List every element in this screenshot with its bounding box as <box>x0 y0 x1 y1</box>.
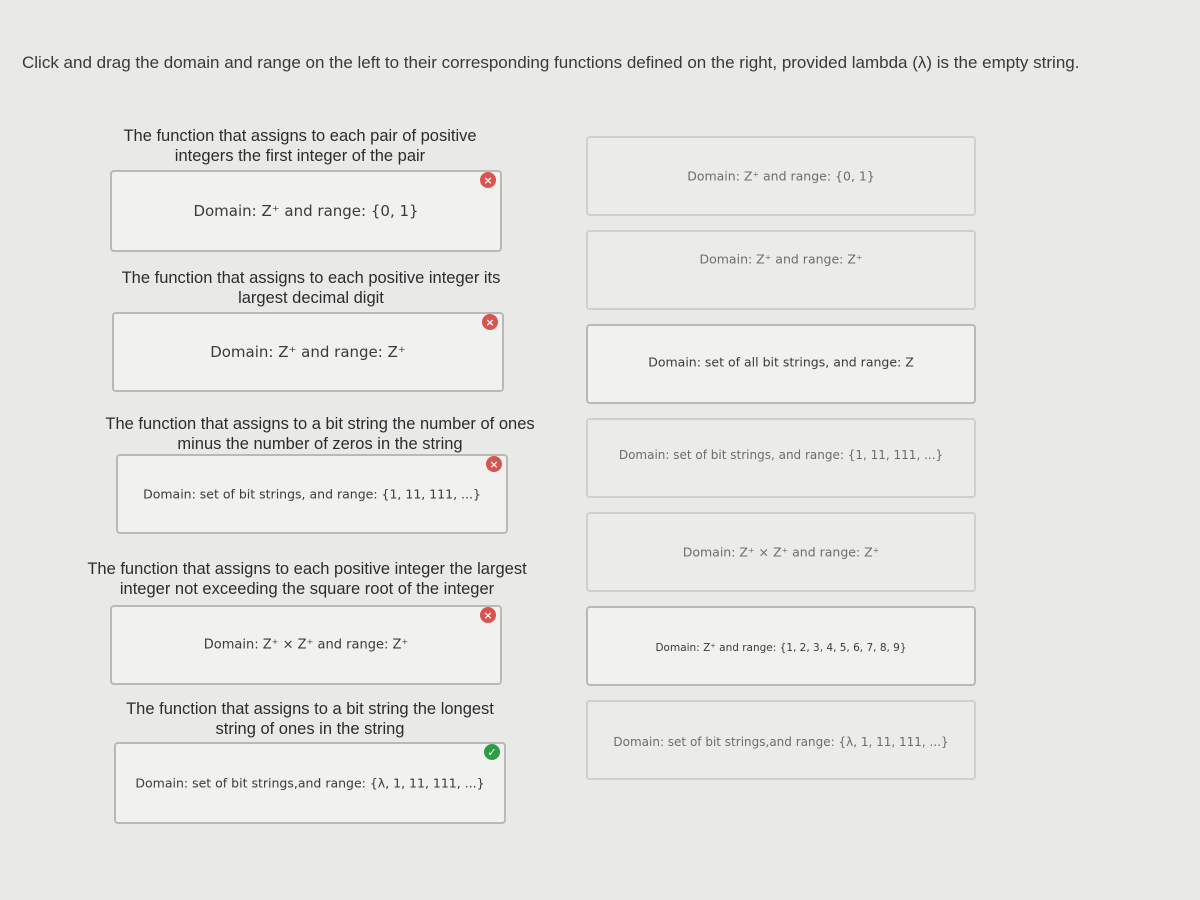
answer-drop-zone-3[interactable] <box>116 454 508 534</box>
answer-bank-slot-6[interactable] <box>586 606 976 686</box>
incorrect-icon: × <box>482 314 498 330</box>
answer-chip[interactable]: Domain: Z⁺ and range: {0, 1} <box>193 202 419 220</box>
function-description-1 <box>100 126 500 166</box>
answer-bank-slot-1[interactable] <box>586 136 976 216</box>
function-description-line: The function that assigns to a bit string the longest <box>126 700 494 718</box>
function-description-line: The function that assigns to each positive integer the largest <box>87 560 527 578</box>
answer-bank-slot-3[interactable] <box>586 324 976 404</box>
function-description-line: string of ones in the string <box>215 720 405 738</box>
answer-bank-item[interactable]: Domain: Z⁺ and range: {1, 2, 3, 4, 5, 6, 7, 8, 9} <box>655 641 907 654</box>
answer-bank-slot-4[interactable] <box>586 418 976 498</box>
answer-bank-item[interactable]: Domain: set of all bit strings, and range: Z <box>648 354 914 370</box>
function-description-3 <box>82 414 558 454</box>
function-description-line: minus the number of zeros in the string <box>177 435 463 453</box>
function-description-5 <box>100 699 520 739</box>
function-description-line: integer not exceeding the square root of the integer <box>119 580 495 598</box>
answer-bank-item[interactable]: Domain: Z⁺ and range: Z⁺ <box>699 251 863 267</box>
answer-bank-slot-2[interactable] <box>586 230 976 310</box>
answer-chip[interactable]: Domain: set of bit strings,and range: {λ, 1, 11, 111, ...} <box>135 775 485 791</box>
correct-check-icon: ✓ <box>484 744 500 760</box>
answer-drop-zone-1[interactable] <box>110 170 502 252</box>
answer-bank-item[interactable]: Domain: Z⁺ × Z⁺ and range: Z⁺ <box>682 544 880 560</box>
incorrect-icon: × <box>480 607 496 623</box>
function-description-line: The function that assigns to each positive integer its <box>121 269 501 287</box>
function-description-line: largest decimal digit <box>238 289 384 307</box>
answer-drop-zone-5[interactable] <box>114 742 506 824</box>
answer-drop-zone-2[interactable] <box>112 312 504 392</box>
answer-bank-item[interactable]: Domain: set of bit strings, and range: {1, 11, 111, ...} <box>618 447 944 462</box>
instructions-text: Click and drag the domain and range on the left to their corresponding functions defined on the right, provided lambda (λ) is the empty string. <box>22 53 1080 72</box>
answer-chip[interactable]: Domain: Z⁺ × Z⁺ and range: Z⁺ <box>203 637 409 653</box>
answer-chip[interactable]: Domain: set of bit strings, and range: {1, 11, 111, ...} <box>143 486 481 502</box>
answer-chip[interactable]: Domain: Z⁺ and range: Z⁺ <box>210 343 406 361</box>
function-description-line: integers the first integer of the pair <box>174 147 426 165</box>
incorrect-icon: × <box>486 456 502 472</box>
answer-bank-item[interactable]: Domain: Z⁺ and range: {0, 1} <box>687 168 875 184</box>
function-description-4 <box>62 559 552 599</box>
function-description-line: The function that assigns to each pair of positive <box>123 127 477 145</box>
function-description-2 <box>96 268 526 308</box>
answer-bank-slot-5[interactable] <box>586 512 976 592</box>
answer-bank-item[interactable]: Domain: set of bit strings,and range: {λ, 1, 11, 111, ...} <box>613 734 949 749</box>
function-description-line: The function that assigns to a bit string the number of ones <box>105 415 535 433</box>
answer-bank-slot-7[interactable] <box>586 700 976 780</box>
incorrect-icon: × <box>480 172 496 188</box>
answer-drop-zone-4[interactable] <box>110 605 502 685</box>
